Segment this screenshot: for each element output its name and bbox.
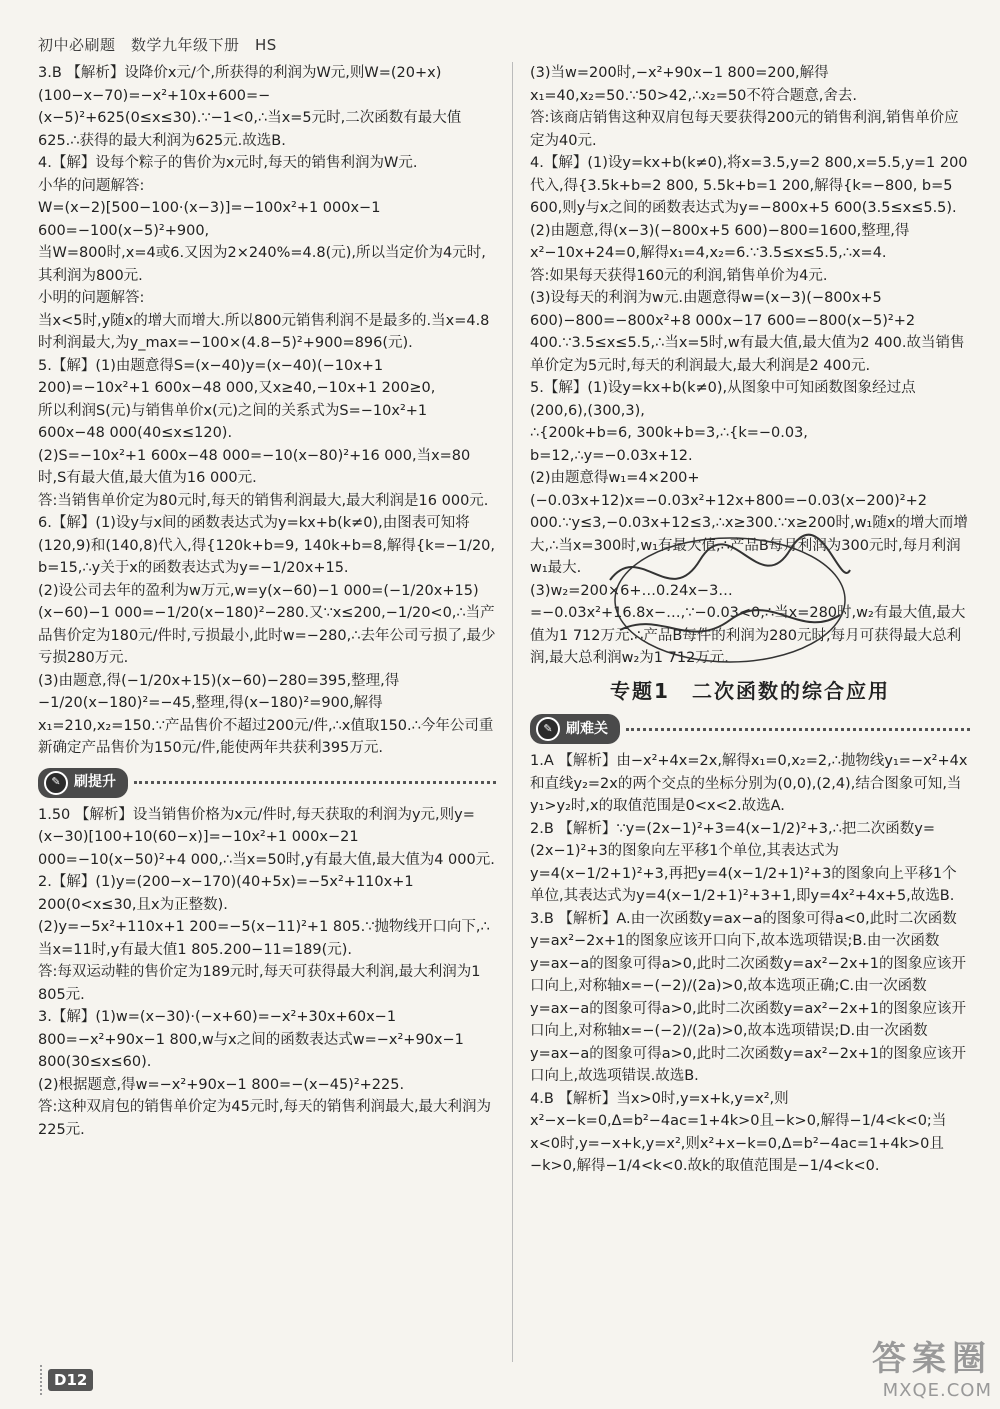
answer-item: 4.【解】设每个粽子的售价为x元时,每天的销售利润为W元. 小华的问题解答: W=(x−2)[500−100·(x−3)]=−100x²+1 000x−1 600=−100(x−5)²+900, 当W=800时,x=4或6.又因为2×240%=4.8(元),所以当定价为4元时,其利润为800元. 小明的问题解答: 当x<5时,y随x的增大而增大.所以800元销售利润不是最多的.当x=4.8时利润最大,为y_max=−100×(4.8−5)²+900=896(元). [38, 155, 490, 351]
answer-item: 2.B 【解析】∵y=(2x−1)²+3=4(x−1/2)²+3,∴把二次函数y=(2x−1)²+3的图象向左平移1个单位,其表达式为y=4(x−1/2+1)²+3,再把y=4(x−1/2+1)²+3的图象向上平移1个单位,其表达式为y=4(x−1/2+1)²+3+1,即y=4x²+4x+5,故选B. [530, 820, 957, 904]
answer-item: 6.【解】(1)设y与x间的函数表达式为y=kx+b(k≠0),由图表可知将(120,9)和(140,8)代入,得{120k+b=9, 140k+b=8,解得{k=−1/20, b=15,∴y关于x的函数表达式为y=−1/20x+15. (2)设公司去年的盈利为w万元,w=y(x−60)−1 000=(−1/20x+15)(x−60)−1 000=−1/20(x−180)²−280.又∵x≤200,−1/20<0,∴当产品售价定为180元/件时,亏损最小,此时w=−280,∴去年公司亏损了,最少亏损280万元. (3)由题意,得(−1/20x+15)(x−60)−280=395,整理,得−1/20(x−180)²=−45,整理,得(x−180)²=900,解得x₁=210,x₂=150.∵产品售价不超过200元/件,∴x值取150.∴今年公司重新确定产品售价为150元/件,能使两年共获利395万元. [38, 515, 496, 756]
answer-item: 1.50 【解析】设当销售价格为x元/件时,每天获取的利润为y元,则y=(x−30)[100+10(60−x)]=−10x²+1 000x−21 000=−10(x−50)²+4 000,∴当x=50时,y有最大值,最大值为4 000元. [38, 806, 495, 868]
handwritten-scribble [600, 520, 860, 670]
section-badge [38, 768, 496, 798]
answer-item: (3)当w=200时,−x²+90x−1 800=200,解得x₁=40,x₂=50.∵50>42,∴x₂=50不符合题意,舍去. 答:该商店销售这种双肩包每天要获得200元的销售利润,销售单价应定为40元. [530, 65, 959, 149]
dotted-rule [134, 781, 496, 784]
badge-label: 刷提升 [74, 774, 116, 791]
answer-item: 3.【解】(1)w=(x−30)·(−x+60)=−x²+30x+60x−1 800=−x²+90x−1 800,w与x之间的函数表达式w=−x²+90x−1 800(30≤x≤60). (2)根据题意,得w=−x²+90x−1 800=−(x−45)²+225. 答:这种双肩包的销售单价定为45元时,每天的销售利润最大,最大利润为225元. [38, 1009, 492, 1138]
left-column [38, 62, 496, 1141]
answer-item: 5.【解】(1)由题意得S=(x−40)y=(x−40)(−10x+1 200)=−10x²+1 600x−48 000,又x≥40,−10x+1 200≥0, 所以利润S(元)与销售单价x(元)之间的关系式为S=−10x²+1 600x−48 000(40≤x≤120). (2)S=−10x²+1 600x−48 000=−10(x−80)²+16 000,当x=80时,S有最大值,最大值为16 000元. 答:当销售单价定为80元时,每天的销售利润最大,最大利润是16 000元. [38, 357, 489, 509]
section-badge [530, 714, 970, 744]
page-header: 初中必刷题 数学九年级下册 HS [38, 36, 277, 54]
answer-item: 5.【解】(1)设y=kx+b(k≠0),从图象中可知函数图象经过点(200,6),(300,3), ∴{200k+b=6, 300k+b=3,∴{k=−0.03, b=12,∴y=−0.03x+12. (2)由题意得w₁=4×200+(−0.03x+12)x=−0.03x²+12x+800=−0.03(x−200)²+2 000.∵y≤3,−0.03x+12≤3,∴x≥300.∵x≥200时,w₁随x的增大而增大,∴当x=300时,w₁有最大值,∴产品B每月利润为300元时,每月利润w₁最大. (3)w₂=200×6+…0.24x−3…=−0.03x²+16.8x−…,∵−0.03<0,∴当x=280时,w₂有最大值,最大值为1 712万元.∴产品B每件的利润为280元时,每月可获得最大总利润,最大总利润w₂为1 712万元. [530, 380, 968, 666]
answer-item: 3.B 【解析】设降价x元/个,所获得的利润为W元,则W=(20+x)(100−x−70)=−x²+10x+600=−(x−5)²+625(0≤x≤30).∵−1<0,∴当x=5元时,二次函数有最大值625.∴获得的最大利润为625元.故选B. [38, 65, 462, 149]
answer-item: 4.B 【解析】当x>0时,y=x+k,y=x²,则x²−x−k=0,Δ=b²−4ac=1+4k>0且−k>0,解得−1/4<k<0;当x<0时,y=−x+k,y=x²,则x²+x−k=0,Δ=b²−4ac=1+4k>0且−k>0,解得−1/4<k<0.故k的取值范围是−1/4<k<0. [530, 1090, 947, 1174]
watermark-logo: 答案圈 [872, 1339, 992, 1379]
brush-icon: ✎ [536, 717, 560, 741]
dotted-rule [626, 728, 970, 731]
page-number-label: D12 [48, 1369, 93, 1391]
answer-item: 2.【解】(1)y=(200−x−170)(40+5x)=−5x²+110x+1 200(0<x≤30,且x为正整数). (2)y=−5x²+110x+1 200=−5(x−11)²+1 805.∵抛物线开口向下,∴当x=11时,y有最大值1 805.200−11=189(元). 答:每双运动鞋的售价定为189元时,每天可获得最大利润,最大利润为1 805元. [38, 874, 490, 1003]
badge-label: 刷难关 [566, 720, 608, 737]
watermark [872, 1331, 992, 1401]
answer-item: 4.【解】(1)设y=kx+b(k≠0),将x=3.5,y=2 800,x=5.5,y=1 200代入,得{3.5k+b=2 800, 5.5k+b=1 200,解得{k=−800, b=5 600,则y与x之间的函数表达式为y=−800x+5 600(3.5≤x≤5.5). (2)由题意,得(x−3)(−800x+5 600)−800=1600,整理,得x²−10x+24=0,解得x₁=4,x₂=6.∵3.5≤x≤5.5,∴x=4. 答:如果每天获得160元的利润,销售单价为4元. (3)设每天的利润为w元.由题意得w=(x−3)(−800x+5 600)−800=−800x²+8 000x−17 600=−800(x−5)²+2 400.∵3.5≤x≤5.5,∴当x=5时,w有最大值,最大值为2 400.故当销售单价定为5元时,每天的利润最大,最大利润是2 400元. [530, 155, 968, 374]
column-divider [512, 62, 513, 1362]
section-title: 专题1 二次函数的综合应用 [610, 678, 890, 703]
brush-icon: ✎ [44, 771, 68, 795]
answer-item: 1.A 【解析】由−x²+4x=2x,解得x₁=0,x₂=2,∴抛物线y₁=−x²+4x和直线y₂=2x的两个交点的坐标分别为(0,0),(2,4),结合图象可知,当y₁>y₂时,x的取值范围是0<x<2.故选A. [530, 753, 968, 814]
answer-item: 3.B 【解析】A.由一次函数y=ax−a的图象可得a<0,此时二次函数y=ax²−2x+1的图象应该开口向下,故本选项错误;B.由一次函数y=ax−a的图象可得a>0,此时二次函数y=ax²−2x+1的图象应该开口向上,对称轴x=−(−2)/(2a)>0,故本选项正确;C.由一次函数y=ax−a的图象可得a>0,此时二次函数y=ax²−2x+1的图象应该开口向上,对称轴x=−(−2)/(2a)>0,故本选项错误;D.由一次函数y=ax−a的图象可得a>0,此时二次函数y=ax²−2x+1的图象应该开口向上,故选项错误.故选B. [530, 910, 966, 1084]
page-number [40, 1365, 102, 1395]
watermark-url: MXQE.COM [882, 1380, 992, 1401]
